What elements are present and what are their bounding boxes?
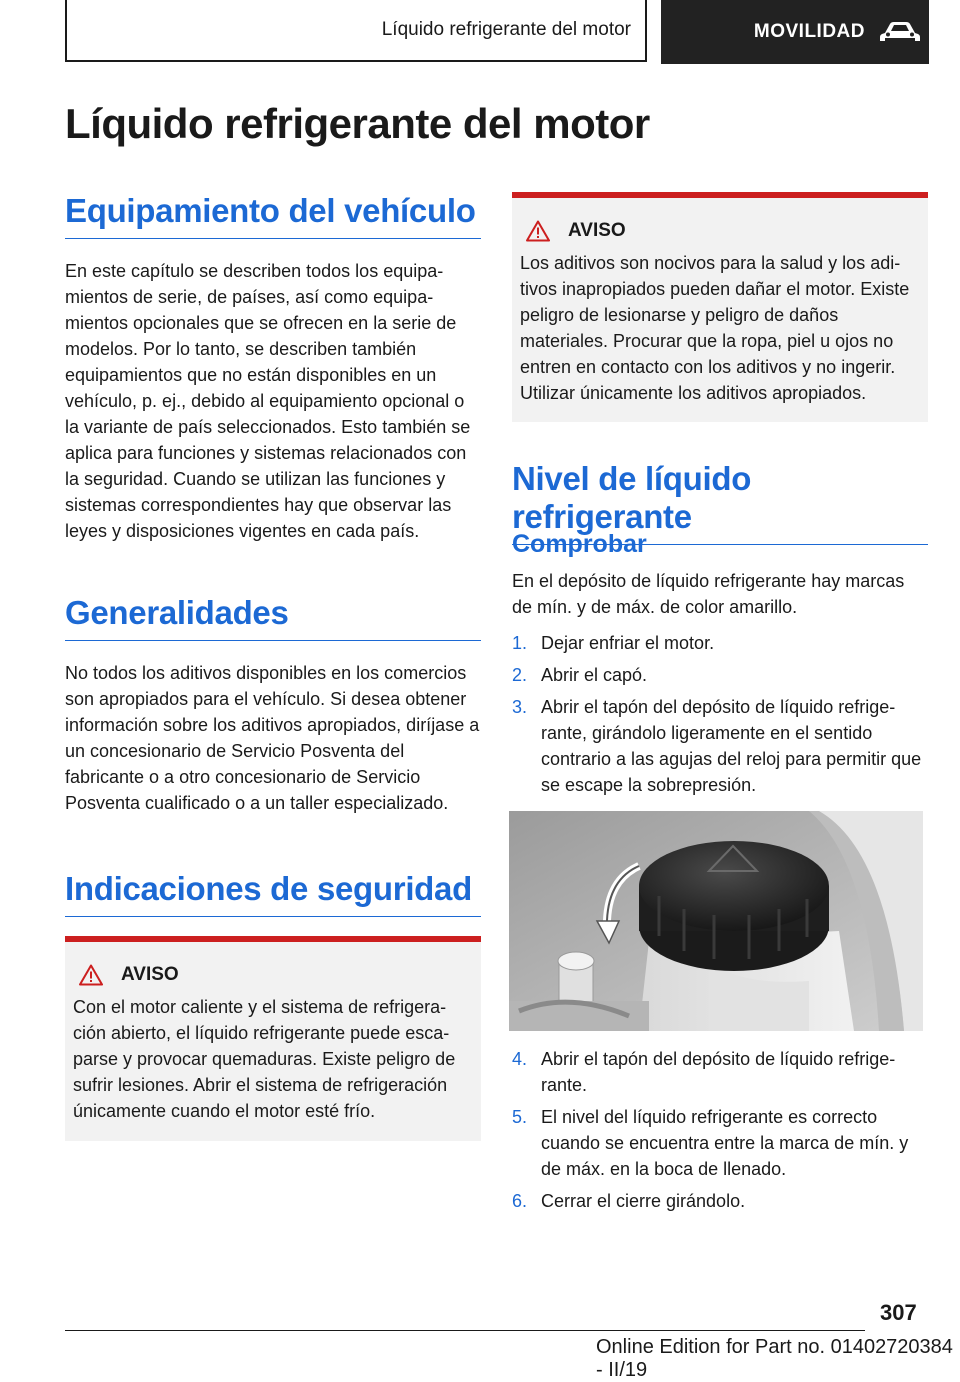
list-item: 6. Cerrar el cierre girándolo. <box>512 1191 746 1211</box>
warning-text: Con el motor caliente y el sistema de refrigeración abierto, el líquido refrigerante puede escaparse y provocar quemaduras. Existe peligro de sufrir lesiones. Abrir el sistema de refrigeración únicamente cuando el motor esté frío. <box>73 997 456 1121</box>
warning-text: Los aditivos son nocivos para la salud y los aditivos inapropiados pueden dañar el motor. Existe peligro de lesionarse y peligro de daños materiales. Procurar que la ropa, piel u ojos no entren en contacto con los aditivos y no ingerir. Utilizar únicamente los aditivos apropiados. <box>520 253 910 403</box>
warning-box-additives <box>512 192 928 422</box>
warning-header <box>520 220 920 242</box>
page-header <box>65 0 929 64</box>
list-item: 2. Abrir el capó. <box>512 665 648 685</box>
coolant-cap-photo <box>509 811 923 1031</box>
steps-list-1 <box>512 630 928 804</box>
page-title: Líquido refrigerante del motor <box>65 100 650 147</box>
equipment-paragraph: En este capítulo se describen todos los equipamientos de serie, de países, así como equipamientos opcionales que se ofrecen en la serie de modelos. Por lo tanto, se describen también equipamientos que no están disponibles en un vehículo, p. ej., debido al equipamiento opcional o la variante de país seleccionados. Esto también se aplica para funciones y sistemas relacionados con la seguridad. Cuando se utilizan las funciones y sistemas correspondientes hay que observar las leyes y disposiciones vigentes en cada país. <box>65 261 471 541</box>
warning-label: AVISO <box>121 964 179 985</box>
list-item: 4. Abrir el tapón del depósito de líquido refrigerante. <box>512 1049 896 1095</box>
header-section-title: Líquido refrigerante del motor <box>65 0 647 62</box>
heading-check: Comprobar <box>512 530 647 558</box>
warning-label: AVISO <box>568 220 626 241</box>
heading-equipment: Equipamiento del vehículo <box>65 192 481 239</box>
footer-edition: Online Edition for Part no. 01402720384 - II/19 <box>596 1336 953 1381</box>
car-icon <box>879 19 921 45</box>
warning-triangle-icon <box>79 964 103 986</box>
warning-triangle-icon <box>526 220 550 242</box>
list-item: 5. El nivel del líquido refrigerante es correcto cuando se encuentra entre la marca de mín. y de máx. en la boca de llenado. <box>512 1107 909 1179</box>
check-paragraph: En el depósito de líquido refrigerante hay marcas de mín. y de máx. de color amarillo. <box>512 571 905 617</box>
page-number: 307 <box>880 1300 917 1325</box>
warning-header <box>73 964 473 986</box>
warning-box-hot-coolant <box>65 936 481 1141</box>
list-item: 1. Dejar enfriar el motor. <box>512 633 715 653</box>
steps-list-2 <box>512 1046 928 1220</box>
footer-divider <box>65 1330 865 1331</box>
list-item: 3. Abrir el tapón del depósito de líquido refrigerante, girándolo ligeramente en el sentido contrario a las agujas del reloj para permitir que se escape la sobrepresión. <box>512 697 922 795</box>
header-chapter <box>661 0 929 64</box>
chapter-label: MOVILIDAD <box>753 21 865 42</box>
heading-safety: Indicaciones de seguridad <box>65 870 481 917</box>
heading-coolant-level: Nivel de líquido refrigerante <box>512 460 928 545</box>
heading-general: Generalidades <box>65 594 481 641</box>
general-paragraph: No todos los aditivos disponibles en los comercios son apropiados para el vehículo. Si desea obtener información sobre los aditivos apropiados, diríjase a un concesionario de Servicio Posventa del fabricante o a otro concesionario de Servicio Posventa cualificado o a un taller especializado. <box>65 663 480 813</box>
